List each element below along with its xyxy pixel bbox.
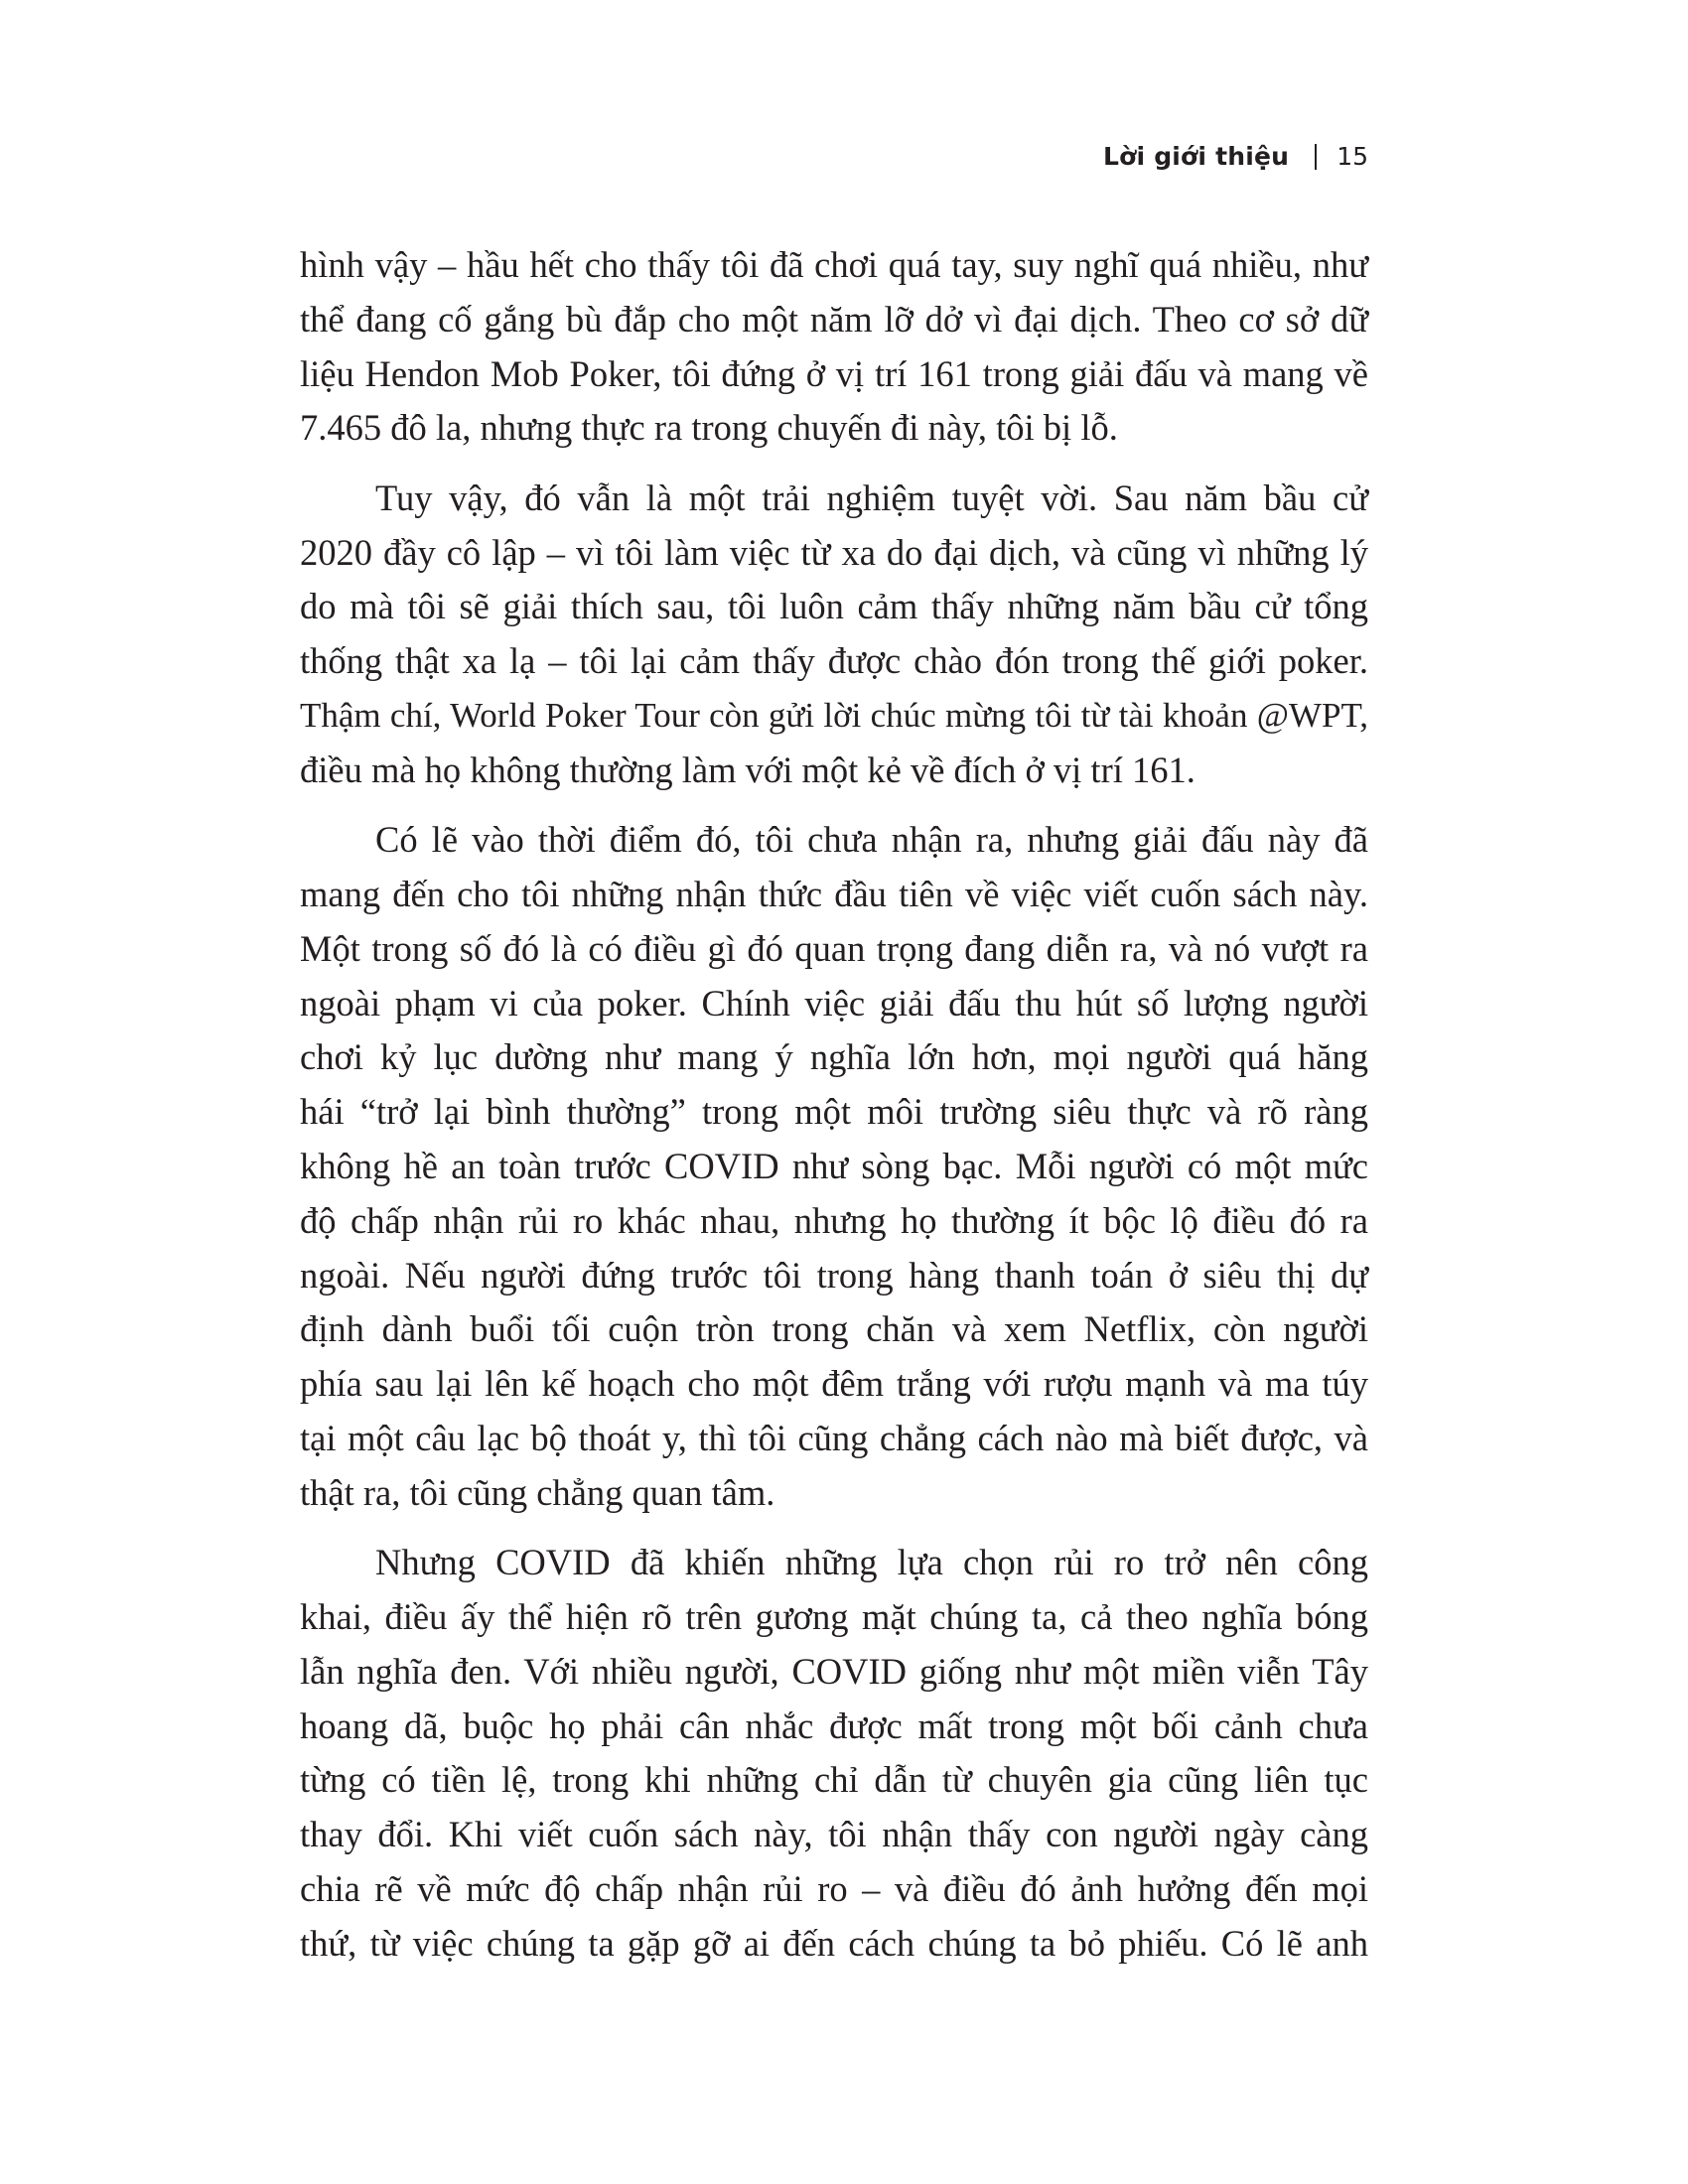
text-line: không hề an toàn trước COVID như sòng bạc. Mỗi người có một mức [300, 1145, 1368, 1186]
text-line: liệu Hendon Mob Poker, tôi đứng ở vị trí 161 trong giải đấu và mang về [300, 352, 1368, 394]
text-line: điều mà họ không thường làm với một kẻ về đích ở vị trí 161. [300, 749, 1196, 790]
text-line: thật ra, tôi cũng chẳng quan tâm. [300, 1471, 775, 1513]
text-line: Tuy vậy, đó vẫn là một trải nghiệm tuyệt vời. Sau năm bầu cử [375, 477, 1368, 518]
text-line: Thậm chí, World Poker Tour còn gửi lời chúc mừng tôi từ tài khoản @WPT, [300, 695, 1368, 735]
text-line: Có lẽ vào thời điểm đó, tôi chưa nhận ra, nhưng giải đấu này đã [375, 819, 1368, 861]
paragraph-4 [300, 1536, 1368, 1971]
paragraph-2 [300, 472, 1368, 798]
text-line: hái “trở lại bình thường” trong một môi trường siêu thực và rõ ràng [300, 1091, 1368, 1133]
text-line: Nhưng COVID đã khiến những lựa chọn rủi ro trở nên công [375, 1542, 1368, 1583]
text-line: lẫn nghĩa đen. Với nhiều người, COVID giống như một miền viễn Tây [300, 1650, 1368, 1692]
text-line: thể đang cố gắng bù đắp cho một năm lỡ dở vì đại dịch. Theo cơ sở dữ [300, 298, 1368, 340]
text-line: do mà tôi sẽ giải thích sau, tôi luôn cảm thấy những năm bầu cử tổng [300, 586, 1368, 627]
header-divider [1315, 144, 1317, 170]
text-line: thứ, từ việc chúng ta gặp gỡ ai đến cách chúng ta bỏ phiếu. Có lẽ anh [300, 1922, 1368, 1964]
text-line: khai, điều ấy thể hiện rõ trên gương mặt chúng ta, cả theo nghĩa bóng [300, 1595, 1368, 1637]
text-line: từng có tiền lệ, trong khi những chỉ dẫn từ chuyên gia cũng liên tục [300, 1759, 1368, 1801]
body-text [300, 238, 1368, 1971]
paragraph-1 [300, 238, 1368, 456]
paragraph-3 [300, 813, 1368, 1520]
text-line: mang đến cho tôi những nhận thức đầu tiên về việc viết cuốn sách này. [300, 873, 1368, 914]
text-line: thống thật xa lạ – tôi lại cảm thấy được chào đón trong thế giới poker. [300, 640, 1368, 682]
text-line: tại một câu lạc bộ thoát y, thì tôi cũng chẳng cách nào mà biết được, và [300, 1417, 1368, 1458]
chapter-title: Lời giới thiệu [1103, 142, 1290, 171]
text-line: 7.465 đô la, nhưng thực ra trong chuyến đi này, tôi bị lỗ. [300, 407, 1118, 449]
text-line: thay đổi. Khi viết cuốn sách này, tôi nhận thấy con người ngày càng [300, 1814, 1368, 1855]
text-line: độ chấp nhận rủi ro khác nhau, nhưng họ thường ít bộc lộ điều đó ra [300, 1199, 1368, 1241]
text-line: ngoài phạm vi của poker. Chính việc giải đấu thu hút số lượng người [300, 982, 1368, 1024]
text-line: hình vậy – hầu hết cho thấy tôi đã chơi quá tay, suy nghĩ quá nhiều, như [300, 244, 1368, 285]
text-line: chơi kỷ lục dường như mang ý nghĩa lớn hơn, mọi người quá hăng [300, 1036, 1368, 1078]
text-line: 2020 đầy cô lập – vì tôi làm việc từ xa do đại dịch, và cũng vì những lý [300, 531, 1368, 573]
text-line: phía sau lại lên kế hoạch cho một đêm trắng với rượu mạnh và ma túy [300, 1363, 1368, 1405]
text-line: hoang dã, buộc họ phải cân nhắc được mất trong một bối cảnh chưa [300, 1705, 1368, 1746]
page-number: 15 [1336, 142, 1368, 171]
text-line: Một trong số đó là có điều gì đó quan trọng đang diễn ra, và nó vượt ra [300, 927, 1368, 969]
text-line: chia rẽ về mức độ chấp nhận rủi ro – và điều đó ảnh hưởng đến mọi [300, 1867, 1368, 1909]
text-line: định dành buổi tối cuộn tròn trong chăn và xem Netflix, còn người [300, 1308, 1368, 1350]
text-line: ngoài. Nếu người đứng trước tôi trong hàng thanh toán ở siêu thị dự [300, 1254, 1368, 1296]
running-header [1103, 142, 1368, 171]
